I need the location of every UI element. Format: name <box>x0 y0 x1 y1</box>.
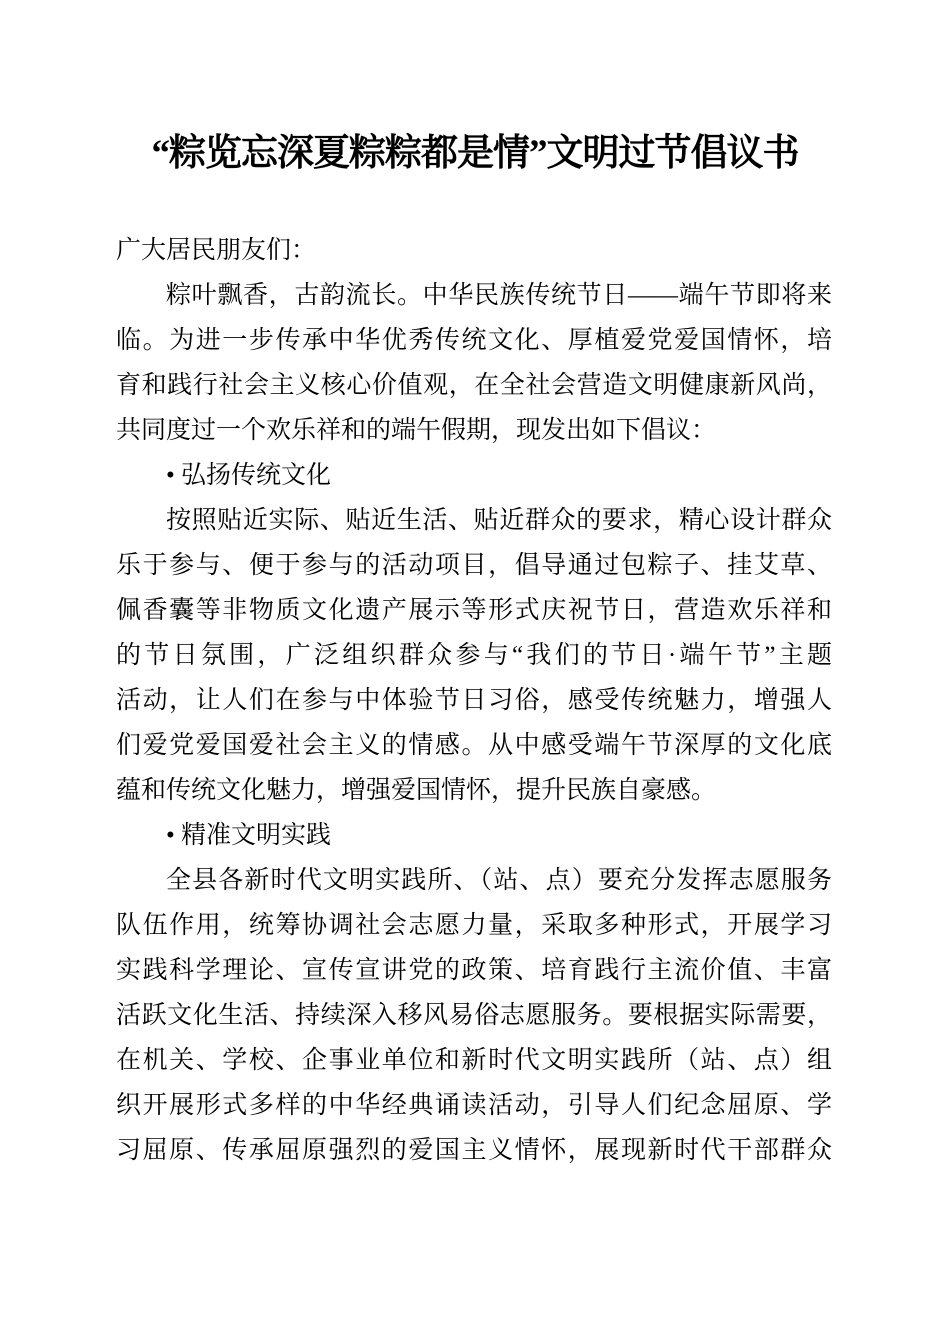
body-line: 临。为进一步传承中华优秀传统文化、厚植爱党爱国情怀，培 <box>116 327 832 354</box>
body-line: 习屈原、传承屈原强烈的爱国主义情怀，展现新时代干部群众 <box>116 1137 832 1164</box>
body-line: 们爱党爱国爱社会主义的情感。从中感受端午节深厚的文化底 <box>116 732 832 759</box>
body-line: 实践科学理论、宣传宣讲党的政策、培育践行主流价值、丰富 <box>116 957 832 984</box>
body-line: 广大居民朋友们： <box>116 237 317 264</box>
body-line: 蕴和传统文化魅力，增强爱国情怀，提升民族自豪感。 <box>116 777 717 804</box>
body-line: 按照贴近实际、贴近生活、贴近群众的要求，精心设计群众 <box>166 507 832 534</box>
body-line: 育和践行社会主义核心价值观，在全社会营造文明健康新风尚， <box>116 372 832 399</box>
body-line: 共同度过一个欢乐祥和的端午假期，现发出如下倡议： <box>116 417 717 444</box>
document-body <box>116 228 832 1173</box>
body-line: 乐于参与、便于参与的活动项目，倡导通过包粽子、挂艾草、 <box>116 552 832 579</box>
body-line: 在机关、学校、企事业单位和新时代文明实践所（站、点）组 <box>116 1047 832 1074</box>
body-line: 活跃文化生活、持续深入移风易俗志愿服务。要根据实际需要， <box>116 1002 832 1029</box>
body-line: 粽叶飘香，古韵流长。中华民族传统节日——端午节即将来 <box>166 282 832 309</box>
body-line: 的节日氛围，广泛组织群众参与“我们的节日·端午节”主题 <box>116 642 832 669</box>
body-line: 活动，让人们在参与中体验节日习俗，感受传统魅力，增强人 <box>116 687 832 714</box>
bullet-line: • 精准文明实践 <box>166 822 332 849</box>
body-line: 队伍作用，统筹协调社会志愿力量，采取多种形式，开展学习 <box>116 912 832 939</box>
body-line: 全县各新时代文明实践所、（站、点）要充分发挥志愿服务 <box>166 867 832 894</box>
document-title: “粽览忘深夏粽粽都是情”文明过节倡议书 <box>151 133 799 174</box>
body-line: 佩香囊等非物质文化遗产展示等形式庆祝节日，营造欢乐祥和 <box>116 597 832 624</box>
body-line: 织开展形式多样的中华经典诵读活动，引导人们纪念屈原、学 <box>116 1092 832 1119</box>
bullet-line: • 弘扬传统文化 <box>166 462 332 489</box>
